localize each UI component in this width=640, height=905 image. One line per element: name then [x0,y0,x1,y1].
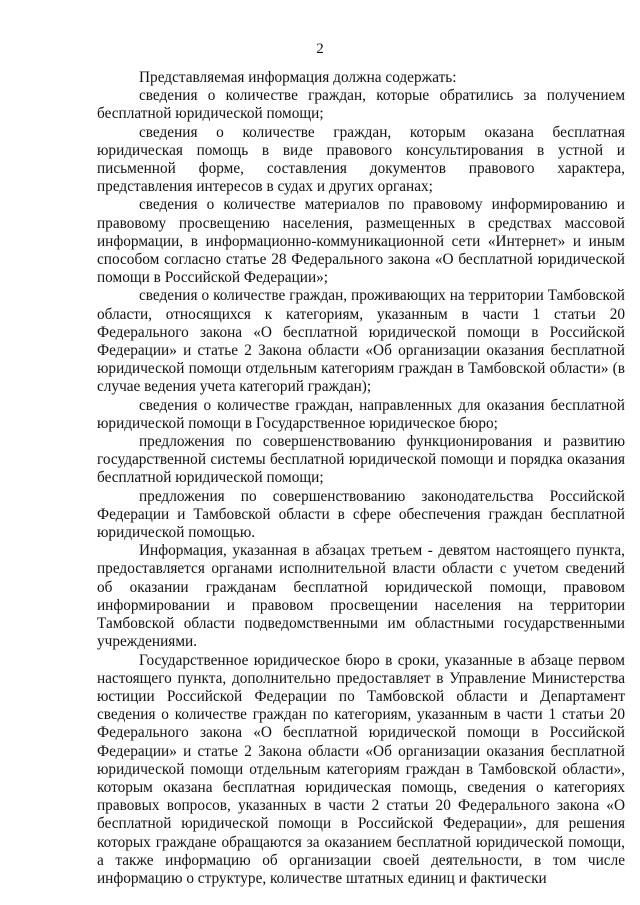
paragraph: сведения о количестве материалов по правовому информированию и правовому просвещению населения, размещенных в средствах массовой информации, в информационно-коммуникационной сети «Интернет» и иным способом согласно статье 28 Федерального закона «О бесплатной юридической помощи в Российской Федерации»; [97,196,625,287]
paragraph: предложения по совершенствованию законодательства Российской Федерации и Тамбовской области в сфере обеспечения граждан бесплатной юридической помощью. [97,487,625,542]
paragraph: предложения по совершенствованию функционирования и развитию государственной системы бесплатной юридической помощи и порядка оказания бесплатной юридической помощи; [97,433,625,487]
page-number: 2 [316,41,324,57]
paragraph: сведения о количестве граждан, которые обратились за получением бесплатной юридической помощи; [97,87,625,123]
paragraph: сведения о количестве граждан, проживающих на территории Тамбовской области, относящихся к категориям, указанным в части 1 статьи 20 Федерального закона «О бесплатной юридической помощи в Российской Федерации» и статье 2 Закона области «Об организации оказания бесплатной юридической помощи отдельным категориям граждан в Тамбовской области» (в случае ведения учета категорий граждан); [97,287,625,396]
paragraph: Государственное юридическое бюро в сроки, указанные в абзаце первом настоящего пункта, дополнительно предоставляет в Управление Министерства юстиции Российской Федерации по Тамбовской области и Департамент сведения о количестве граждан по категориям, указанным в части 1 статьи 20 Федерального закона «О бесплатной юридической помощи в Российской Федерации» и статье 2 Закона области «Об организации оказания бесплатной юридической помощи отдельным категориям граждан в Тамбовской области», которым оказана бесплатная юридическая помощь, сведения о категориях правовых вопросов, указанных в части 2 статьи 20 Федерального закона «О бесплатной юридической помощи в Российской Федерации», для решения которых граждане обращаются за оказанием бесплатной юридической помощи, а также информацию об организации своей деятельности, в том числе информацию о структуре, количестве штатных единиц и фактически [97,651,625,887]
document-body [97,69,625,888]
paragraph: Информация, указанная в абзацах третьем - девятом настоящего пункта, предоставляется органами исполнительной власти области с учетом сведений об оказании гражданам бесплатной юридической помощи, правовом информировании и правовом просвещении населения на территории Тамбовской области подведомственными им областными государственными учреждениями. [97,542,625,651]
paragraph: сведения о количестве граждан, направленных для оказания бесплатной юридической помощи в Государственное юридическое бюро; [97,396,625,432]
paragraph: сведения о количестве граждан, которым оказана бесплатная юридическая помощь в виде правового консультирования в устной и письменной форме, составления документов правового характера, представления интересов в судах и других органах; [97,123,625,196]
paragraph: Представляемая информация должна содержать: [139,69,457,86]
